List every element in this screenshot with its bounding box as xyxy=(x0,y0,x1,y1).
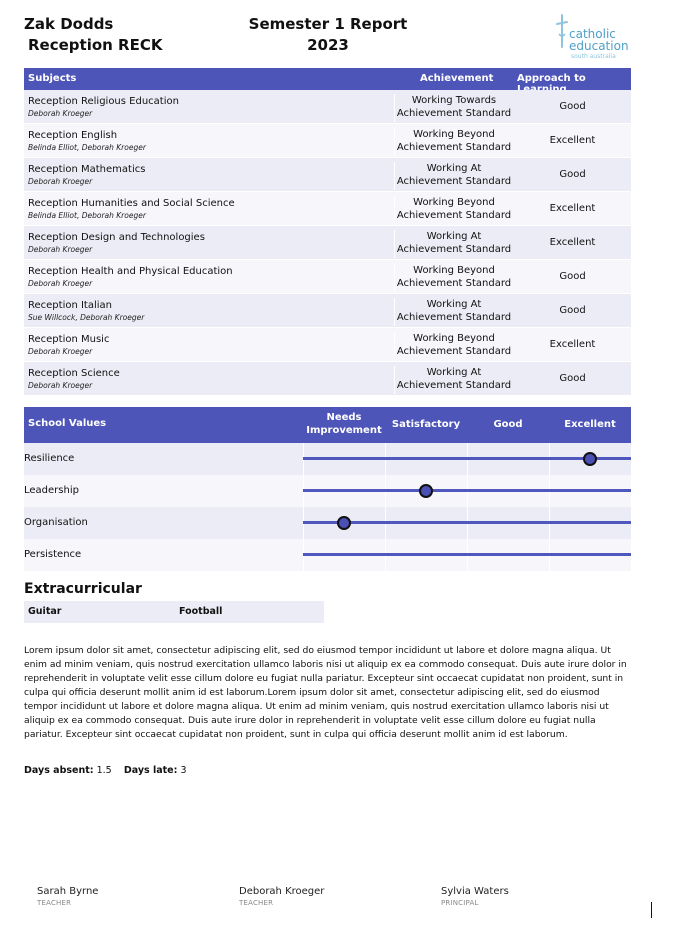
approach-cell: Good xyxy=(559,271,586,282)
scale-label: Needs xyxy=(326,412,362,423)
signature-block xyxy=(37,886,98,907)
achievement-line: Working Beyond xyxy=(413,333,495,344)
achievement-line: Working Beyond xyxy=(413,197,495,208)
achievement-line: Working Beyond xyxy=(413,129,495,140)
subjects-table xyxy=(24,68,631,396)
scale-column-header xyxy=(549,418,631,431)
signatory-name: Deborah Kroeger xyxy=(239,886,325,897)
subject-row xyxy=(24,362,631,396)
school-values-title: School Values xyxy=(28,418,107,429)
achievement-line: Achievement Standard xyxy=(396,380,512,391)
teacher-comment: Lorem ipsum dolor sit amet, consectetur adipiscing elit, sed do eiusmod tempor incididunt ut labore et dolore magna aliqua. Ut enim ad minim veniam, quis nostrud exercitation ullamco laboris nisi ut aliquip ex ea commodo consequat. Duis aute irure dolor in reprehenderit in voluptate velit esse cillum dolore eu fugiat nulla pariatur. Excepteur sint occaecat cupidatat non proident, sunt in culpa qui officia deserunt mollit anim id est laborum.Lorem ipsum dolor sit amet, consectetur adipiscing elit, sed do eiusmod tempor incididunt ut labore et dolore magna aliqua. Ut enim ad minim veniam, quis nostrud exercitation ullamco laboris nisi ut aliquip ex ea commodo consequat. Duis aute irure dolor in reprehenderit in voluptate velit esse cillum dolore eu fugiat nulla pariatur. Excepteur sint occaecat cupidatat non proident, sunt in culpa qui officia deserunt mollit anim id est laborum. xyxy=(24,645,627,740)
extracurricular-item: Guitar xyxy=(28,606,62,617)
subjects-table-header xyxy=(24,68,631,90)
achievement-line: Working Towards xyxy=(411,95,497,106)
approach-cell: Good xyxy=(559,373,586,384)
subject-teachers: Deborah Kroeger xyxy=(28,245,93,254)
subject-row xyxy=(24,90,631,124)
achievement-line: Working At xyxy=(426,231,482,242)
scale-label: Good xyxy=(493,419,523,430)
value-scale-line xyxy=(303,553,631,556)
achievement-line: Achievement Standard xyxy=(396,210,512,221)
extracurricular-item: Football xyxy=(179,606,223,617)
achievement-cell xyxy=(394,94,513,122)
subject-teachers: Deborah Kroeger xyxy=(28,347,93,356)
achievement-line: Working At xyxy=(426,163,482,174)
achievement-cell xyxy=(394,128,513,156)
approach-cell: Good xyxy=(559,305,586,316)
achievement-line: Achievement Standard xyxy=(396,278,512,289)
student-name: Zak Dodds xyxy=(24,15,114,33)
signatory-name: Sarah Byrne xyxy=(37,886,99,897)
subject-row xyxy=(24,192,631,226)
subject-teachers: Deborah Kroeger xyxy=(28,381,93,390)
approach-cell: Excellent xyxy=(549,135,596,146)
scale-label: Improvement xyxy=(306,425,382,436)
signatory-name: Sylvia Waters xyxy=(441,886,509,897)
subject-name: Reception Music xyxy=(28,334,110,345)
signatory-role: TEACHER xyxy=(239,899,274,907)
subject-name: Reception Mathematics xyxy=(28,164,146,175)
approach-cell: Excellent xyxy=(549,237,596,248)
achievement-cell xyxy=(394,298,513,326)
scale-column-header xyxy=(467,418,549,431)
signatory-role: TEACHER xyxy=(37,899,72,907)
subjects-header: Subjects xyxy=(28,73,77,84)
subject-name: Reception Humanities and Social Science xyxy=(28,198,235,209)
achievement-cell xyxy=(394,162,513,190)
school-value-row xyxy=(24,539,631,571)
value-rating-marker xyxy=(337,516,351,530)
attendance xyxy=(24,765,187,776)
achievement-cell xyxy=(394,230,513,258)
achievement-line: Achievement Standard xyxy=(396,346,512,357)
subject-row xyxy=(24,124,631,158)
signatory-role: PRINCIPAL xyxy=(441,899,479,907)
subject-row xyxy=(24,294,631,328)
report-title: Semester 1 Report xyxy=(248,15,408,33)
subject-name: Reception Science xyxy=(28,368,120,379)
subject-teachers: Deborah Kroeger xyxy=(28,177,93,186)
achievement-line: Working At xyxy=(426,299,482,310)
subject-name: Reception Religious Education xyxy=(28,96,179,107)
subject-row xyxy=(24,158,631,192)
school-value-label: Resilience xyxy=(24,453,75,464)
value-scale-line xyxy=(303,489,631,492)
days-absent-value: 1.5 xyxy=(96,765,112,776)
achievement-cell xyxy=(394,366,513,394)
subject-name: Reception English xyxy=(28,130,118,141)
achievement-cell xyxy=(394,196,513,224)
school-value-row xyxy=(24,475,631,507)
subject-row xyxy=(24,328,631,362)
achievement-line: Achievement Standard xyxy=(396,108,512,119)
value-scale-line xyxy=(303,457,631,460)
school-value-label: Leadership xyxy=(24,485,79,496)
achievement-line: Achievement Standard xyxy=(396,312,512,323)
achievement-line: Working Beyond xyxy=(413,265,495,276)
extracurricular-list xyxy=(24,601,324,623)
subject-row xyxy=(24,260,631,294)
achievement-cell xyxy=(394,332,513,360)
subject-name: Reception Italian xyxy=(28,300,113,311)
achievement-cell xyxy=(394,264,513,292)
scale-label: Satisfactory xyxy=(391,419,461,430)
approach-cell: Excellent xyxy=(549,203,596,214)
approach-cell: Good xyxy=(559,101,586,112)
achievement-line: Working At xyxy=(426,367,482,378)
approach-cell: Good xyxy=(559,169,586,180)
text-cursor xyxy=(651,902,652,918)
signature-block xyxy=(239,886,324,907)
subject-teachers: Deborah Kroeger xyxy=(28,109,93,118)
subject-teachers: Deborah Kroeger xyxy=(28,279,93,288)
report-year: 2023 xyxy=(307,36,349,54)
subject-name: Reception Health and Physical Education xyxy=(28,266,233,277)
scale-label: Excellent xyxy=(564,419,616,430)
logo-text-education: education xyxy=(569,39,629,53)
days-late-label: Days late: xyxy=(123,765,178,776)
days-absent-label: Days absent: xyxy=(24,765,94,776)
achievement-line: Achievement Standard xyxy=(396,142,512,153)
approach-cell: Excellent xyxy=(549,339,596,350)
value-scale-line xyxy=(303,521,631,524)
school-values-table xyxy=(24,407,631,571)
cross-icon xyxy=(555,14,569,48)
subject-teachers: Belinda Elliot, Deborah Kroeger xyxy=(28,143,146,152)
school-values-header xyxy=(24,407,631,443)
subject-teachers: Sue Willcock, Deborah Kroeger xyxy=(28,313,145,322)
scale-column-header xyxy=(303,411,385,437)
scale-column-header xyxy=(385,418,467,431)
achievement-line: Achievement Standard xyxy=(396,176,512,187)
achievement-line: Achievement Standard xyxy=(396,244,512,255)
approach-header: Approach to xyxy=(517,73,586,84)
subject-teachers: Belinda Elliot, Deborah Kroeger xyxy=(28,211,146,220)
logo-text-region: south australia xyxy=(571,53,616,60)
school-value-row xyxy=(24,443,631,475)
value-rating-marker xyxy=(419,484,433,498)
achievement-header: Achievement xyxy=(420,73,494,84)
school-value-label: Organisation xyxy=(24,517,88,528)
logo-text-catholic: catholic xyxy=(569,27,616,41)
catholic-education-logo xyxy=(553,14,633,60)
class-name: Reception RECK xyxy=(28,36,163,54)
subject-name: Reception Design and Technologies xyxy=(28,232,205,243)
subject-row xyxy=(24,226,631,260)
signature-block xyxy=(441,886,509,907)
school-value-label: Persistence xyxy=(24,549,82,560)
days-late-value: 3 xyxy=(180,765,187,776)
school-value-row xyxy=(24,507,631,539)
value-rating-marker xyxy=(583,452,597,466)
extracurricular-title: Extracurricular xyxy=(24,581,142,597)
